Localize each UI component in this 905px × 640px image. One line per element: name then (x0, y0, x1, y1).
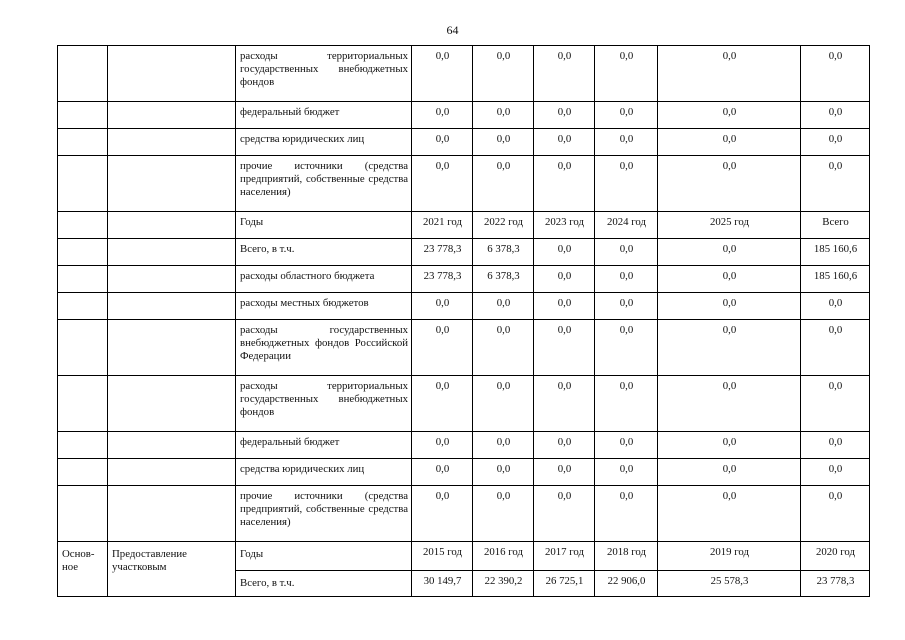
empty-cell (58, 129, 108, 156)
value-cell: 0,0 (801, 293, 870, 320)
row-label: Годы (236, 542, 412, 571)
value-cell: 0,0 (595, 459, 658, 486)
value-cell: 2025 год (658, 212, 801, 239)
value-cell: 23 778,3 (412, 239, 473, 266)
value-cell: 185 160,6 (801, 239, 870, 266)
empty-cell (108, 486, 236, 542)
empty-cell (108, 156, 236, 212)
table-row (58, 156, 870, 212)
value-cell: 0,0 (801, 320, 870, 376)
value-cell: 0,0 (658, 156, 801, 212)
value-cell: 0,0 (412, 293, 473, 320)
row-label: расходы местных бюджетов (236, 293, 412, 320)
value-cell: 0,0 (801, 459, 870, 486)
value-cell: 0,0 (595, 432, 658, 459)
value-cell: 0,0 (534, 486, 595, 542)
value-cell: 0,0 (658, 459, 801, 486)
value-cell: 0,0 (412, 102, 473, 129)
table-row (58, 102, 870, 129)
value-cell: 0,0 (412, 432, 473, 459)
value-cell: 0,0 (473, 320, 534, 376)
row-label: Всего, в т.ч. (236, 239, 412, 266)
value-cell: 0,0 (412, 129, 473, 156)
table-body (58, 46, 870, 597)
value-cell: 2020 год (801, 542, 870, 571)
empty-cell (58, 486, 108, 542)
row-label: прочие источники (средства предприятий, собственные средства населения) (236, 486, 412, 542)
value-cell: 0,0 (473, 156, 534, 212)
value-cell: 0,0 (412, 376, 473, 432)
value-cell: 0,0 (473, 432, 534, 459)
empty-cell (108, 376, 236, 432)
empty-cell (108, 320, 236, 376)
value-cell: 0,0 (473, 293, 534, 320)
table-row (58, 432, 870, 459)
value-cell: 0,0 (534, 293, 595, 320)
row-label: расходы государственных внебюджетных фондов Российской Федерации (236, 320, 412, 376)
section-type-cell: Основ-ное (58, 542, 108, 597)
empty-cell (58, 432, 108, 459)
table-row (58, 46, 870, 102)
budget-table (57, 45, 870, 597)
row-label: Всего, в т.ч. (236, 571, 412, 597)
empty-cell (108, 239, 236, 266)
value-cell: 0,0 (534, 102, 595, 129)
value-cell: 0,0 (595, 46, 658, 102)
value-cell: 0,0 (658, 102, 801, 129)
row-label: Годы (236, 212, 412, 239)
value-cell: 2019 год (658, 542, 801, 571)
value-cell: 2015 год (412, 542, 473, 571)
value-cell: 0,0 (473, 376, 534, 432)
value-cell: 0,0 (658, 266, 801, 293)
value-cell: 0,0 (534, 459, 595, 486)
value-cell: 0,0 (801, 376, 870, 432)
value-cell: 23 778,3 (412, 266, 473, 293)
table-row (58, 376, 870, 432)
empty-cell (58, 320, 108, 376)
value-cell: 2022 год (473, 212, 534, 239)
row-label: средства юридических лиц (236, 459, 412, 486)
value-cell: 0,0 (534, 239, 595, 266)
value-cell: 0,0 (412, 46, 473, 102)
table-row (58, 542, 870, 571)
row-label: федеральный бюджет (236, 102, 412, 129)
value-cell: 0,0 (412, 486, 473, 542)
value-cell: 22 390,2 (473, 571, 534, 597)
value-cell: 0,0 (801, 432, 870, 459)
empty-cell (58, 376, 108, 432)
value-cell: 0,0 (801, 102, 870, 129)
table-row (58, 212, 870, 239)
value-cell: 6 378,3 (473, 266, 534, 293)
value-cell: 0,0 (658, 320, 801, 376)
row-label: расходы территориальных государственных внебюджетных фондов (236, 46, 412, 102)
empty-cell (58, 102, 108, 129)
row-label: прочие источники (средства предприятий, собственные средства населения) (236, 156, 412, 212)
row-label: расходы территориальных государственных внебюджетных фондов (236, 376, 412, 432)
section-title-cell: Предоставление участковым (108, 542, 236, 597)
value-cell: 0,0 (658, 432, 801, 459)
value-cell: 0,0 (534, 432, 595, 459)
value-cell: 0,0 (473, 486, 534, 542)
empty-cell (108, 46, 236, 102)
table-row (58, 239, 870, 266)
value-cell: 2021 год (412, 212, 473, 239)
value-cell: 2017 год (534, 542, 595, 571)
empty-cell (108, 459, 236, 486)
value-cell: 0,0 (595, 376, 658, 432)
value-cell: 30 149,7 (412, 571, 473, 597)
value-cell: 2024 год (595, 212, 658, 239)
table-row (58, 459, 870, 486)
value-cell: Всего (801, 212, 870, 239)
value-cell: 22 906,0 (595, 571, 658, 597)
value-cell: 0,0 (595, 129, 658, 156)
value-cell: 0,0 (473, 102, 534, 129)
table-row (58, 129, 870, 156)
value-cell: 0,0 (473, 129, 534, 156)
value-cell: 0,0 (534, 46, 595, 102)
value-cell: 26 725,1 (534, 571, 595, 597)
table-row (58, 266, 870, 293)
row-label: расходы областного бюджета (236, 266, 412, 293)
value-cell: 0,0 (473, 459, 534, 486)
value-cell: 0,0 (534, 156, 595, 212)
value-cell: 0,0 (658, 376, 801, 432)
row-label: федеральный бюджет (236, 432, 412, 459)
value-cell: 0,0 (658, 46, 801, 102)
empty-cell (58, 459, 108, 486)
value-cell: 0,0 (534, 320, 595, 376)
value-cell: 2016 год (473, 542, 534, 571)
value-cell: 23 778,3 (801, 571, 870, 597)
empty-cell (58, 293, 108, 320)
value-cell: 0,0 (595, 156, 658, 212)
value-cell: 2018 год (595, 542, 658, 571)
empty-cell (108, 266, 236, 293)
page-number: 64 (446, 23, 459, 37)
value-cell: 0,0 (658, 129, 801, 156)
value-cell: 0,0 (595, 293, 658, 320)
value-cell: 0,0 (658, 486, 801, 542)
value-cell: 0,0 (658, 293, 801, 320)
value-cell: 0,0 (595, 266, 658, 293)
value-cell: 0,0 (595, 102, 658, 129)
value-cell: 0,0 (412, 156, 473, 212)
value-cell: 0,0 (473, 46, 534, 102)
value-cell: 0,0 (534, 129, 595, 156)
table-row (58, 486, 870, 542)
empty-cell (58, 156, 108, 212)
empty-cell (108, 212, 236, 239)
value-cell: 0,0 (412, 459, 473, 486)
value-cell: 0,0 (595, 239, 658, 266)
empty-cell (108, 432, 236, 459)
empty-cell (108, 293, 236, 320)
empty-cell (108, 129, 236, 156)
row-label: средства юридических лиц (236, 129, 412, 156)
value-cell: 185 160,6 (801, 266, 870, 293)
empty-cell (58, 46, 108, 102)
value-cell: 6 378,3 (473, 239, 534, 266)
table-row (58, 320, 870, 376)
value-cell: 0,0 (595, 320, 658, 376)
value-cell: 0,0 (412, 320, 473, 376)
empty-cell (108, 102, 236, 129)
value-cell: 0,0 (801, 156, 870, 212)
table-row (58, 293, 870, 320)
value-cell: 0,0 (801, 129, 870, 156)
empty-cell (58, 212, 108, 239)
value-cell: 0,0 (534, 266, 595, 293)
value-cell: 0,0 (658, 239, 801, 266)
value-cell: 25 578,3 (658, 571, 801, 597)
value-cell: 0,0 (595, 486, 658, 542)
value-cell: 0,0 (534, 376, 595, 432)
empty-cell (58, 239, 108, 266)
empty-cell (58, 266, 108, 293)
value-cell: 0,0 (801, 46, 870, 102)
value-cell: 0,0 (801, 486, 870, 542)
value-cell: 2023 год (534, 212, 595, 239)
